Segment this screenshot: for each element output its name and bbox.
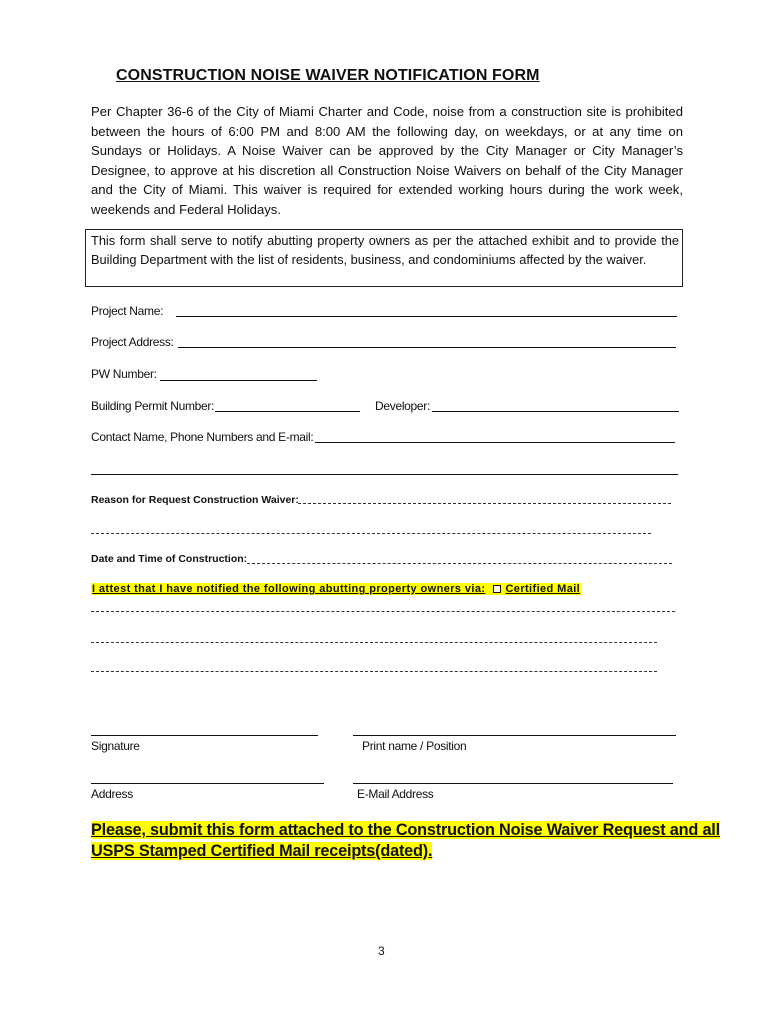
attest-text: I attest that I have notified the following abutting property owners via:	[92, 583, 486, 595]
project-name-field[interactable]	[176, 316, 677, 317]
address-label: Address	[91, 787, 133, 801]
print-name-field[interactable]	[353, 735, 676, 736]
project-address-field[interactable]	[178, 347, 676, 348]
email-field[interactable]	[353, 783, 673, 784]
reason-field[interactable]	[298, 503, 671, 504]
page-number: 3	[378, 944, 385, 958]
date-time-label: Date and Time of Construction:	[91, 553, 248, 565]
address-field[interactable]	[91, 783, 324, 784]
certified-mail-label: Certified Mail	[505, 583, 581, 595]
contact-field[interactable]	[315, 442, 675, 443]
submit-note	[91, 820, 720, 862]
date-time-field[interactable]	[247, 563, 672, 564]
print-name-label: Print name / Position	[362, 739, 467, 753]
intro-paragraph: Per Chapter 36-6 of the City of Miami Charter and Code, noise from a construction site is prohibited between the hours of 6:00 PM and 8:00 AM the following day, on weekdays, or at any time on Sundays or Holidays. A Noise Waiver can be approved by the City Manager or City Manager’s Designee, to approve at his discretion all Construction Noise Waivers on behalf of the City Manager and the City of Miami. This waiver is required for extended working hours during the work week, weekends and Federal Holidays.	[91, 104, 683, 217]
notice-box	[85, 229, 683, 287]
building-permit-label: Building Permit Number:	[91, 399, 215, 413]
developer-label: Developer:	[375, 399, 431, 413]
submit-note-line-1: Please, submit this form attached to the Construction Noise Waiver Request and all	[91, 821, 720, 839]
pw-number-field[interactable]	[160, 380, 317, 381]
attest-statement	[91, 583, 581, 595]
form-title: CONSTRUCTION NOISE WAIVER NOTIFICATION FORM	[116, 67, 540, 84]
reason-field-line-2[interactable]	[91, 533, 651, 534]
notice-text: This form shall serve to notify abutting property owners as per the attached exhibit and to provide the Building Department with the list of residents, business, and condominiums affected by the waiver.	[91, 233, 679, 267]
project-name-label: Project Name:	[91, 304, 164, 318]
owners-line-2[interactable]	[91, 642, 657, 643]
building-permit-field[interactable]	[215, 411, 360, 412]
owners-line-3[interactable]	[91, 671, 657, 672]
contact-label: Contact Name, Phone Numbers and E-mail:	[91, 430, 314, 444]
certified-mail-checkbox[interactable]	[493, 585, 501, 593]
developer-field[interactable]	[432, 411, 679, 412]
contact-field-line-2[interactable]	[91, 474, 678, 475]
signature-field[interactable]	[91, 735, 318, 736]
owners-line-1[interactable]	[91, 611, 675, 612]
reason-label: Reason for Request Construction Waiver:	[91, 494, 299, 506]
pw-number-label: PW Number:	[91, 367, 157, 381]
submit-note-line-2: USPS Stamped Certified Mail receipts(dated).	[91, 842, 433, 860]
email-label: E-Mail Address	[357, 787, 434, 801]
project-address-label: Project Address:	[91, 335, 174, 349]
signature-label: Signature	[91, 739, 140, 753]
